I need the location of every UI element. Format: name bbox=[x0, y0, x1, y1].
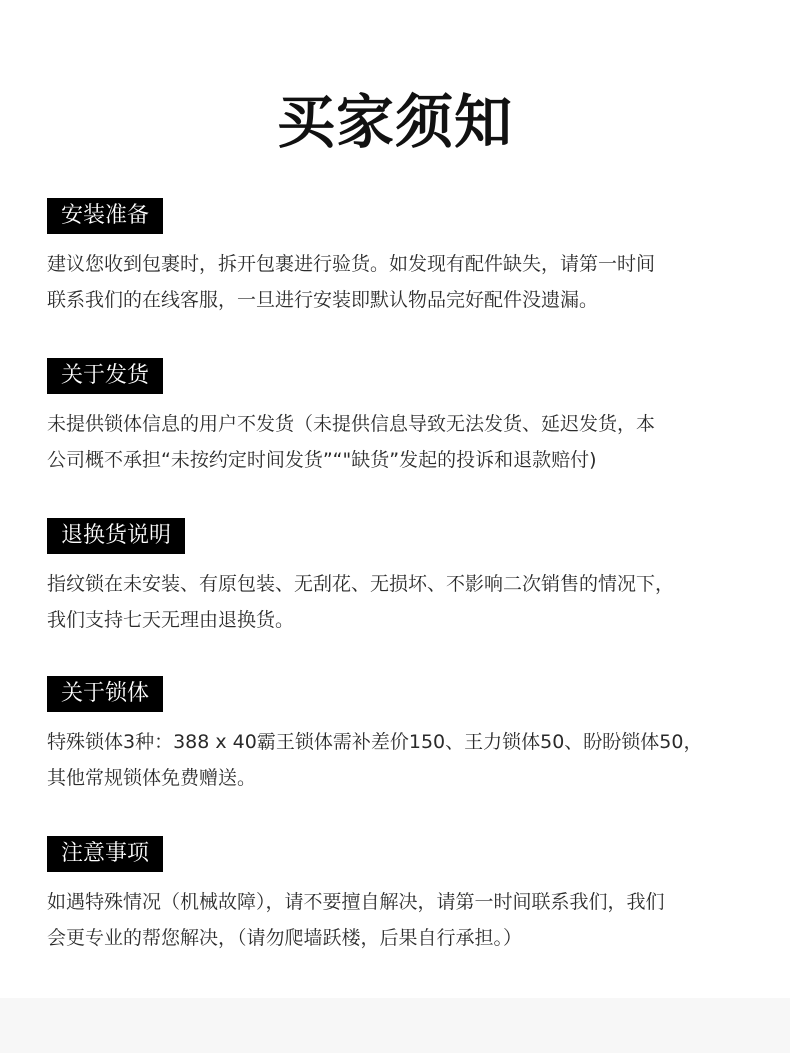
section-shipping bbox=[47, 358, 747, 478]
section-body bbox=[47, 246, 747, 318]
section-heading-tag: 关于锁体 bbox=[47, 676, 163, 712]
section-body bbox=[47, 884, 747, 956]
section-body-line: 指纹锁在未安装、有原包装、无刮花、无损坏、不影响二次销售的情况下， bbox=[47, 573, 675, 595]
section-body-line: 会更专业的帮您解决，（请勿爬墙跃楼，后果自行承担。） bbox=[47, 927, 523, 949]
section-heading-tag: 退换货说明 bbox=[47, 518, 185, 554]
section-body-line: 建议您收到包裹时，拆开包裹进行验货。如发现有配件缺失，请第一时间 bbox=[47, 253, 656, 275]
section-notes bbox=[47, 836, 747, 956]
section-heading-tag: 关于发货 bbox=[47, 358, 163, 394]
section-body bbox=[47, 724, 747, 796]
section-body-line: 未提供锁体信息的用户不发货（未提供信息导致无法发货、延迟发货，本 bbox=[47, 413, 656, 435]
section-body-line: 其他常规锁体免费赠送。 bbox=[47, 767, 257, 789]
bottom-band bbox=[0, 998, 790, 1053]
page-title: 买家须知 bbox=[276, 88, 513, 156]
section-body-line: 如遇特殊情况（机械故障），请不要擅自解决，请第一时间联系我们，我们 bbox=[47, 891, 665, 913]
section-install-prep bbox=[47, 198, 747, 318]
section-body bbox=[47, 406, 747, 478]
section-body-line: 特殊锁体3种：388 x 40霸王锁体需补差价150、王力锁体50、盼盼锁体50， bbox=[47, 731, 703, 753]
section-lock-body bbox=[47, 676, 747, 796]
section-body bbox=[47, 566, 747, 638]
section-body-line: 联系我们的在线客服，一旦进行安装即默认物品完好配件没遗漏。 bbox=[47, 289, 599, 311]
section-returns bbox=[47, 518, 747, 638]
section-body-line: 公司概不承担“未按约定时间发货”“"缺货”发起的投诉和退款赔付) bbox=[47, 449, 597, 471]
section-body-line: 我们支持七天无理由退换货。 bbox=[47, 609, 295, 631]
section-heading-tag: 注意事项 bbox=[47, 836, 163, 872]
section-heading-tag: 安装准备 bbox=[47, 198, 163, 234]
